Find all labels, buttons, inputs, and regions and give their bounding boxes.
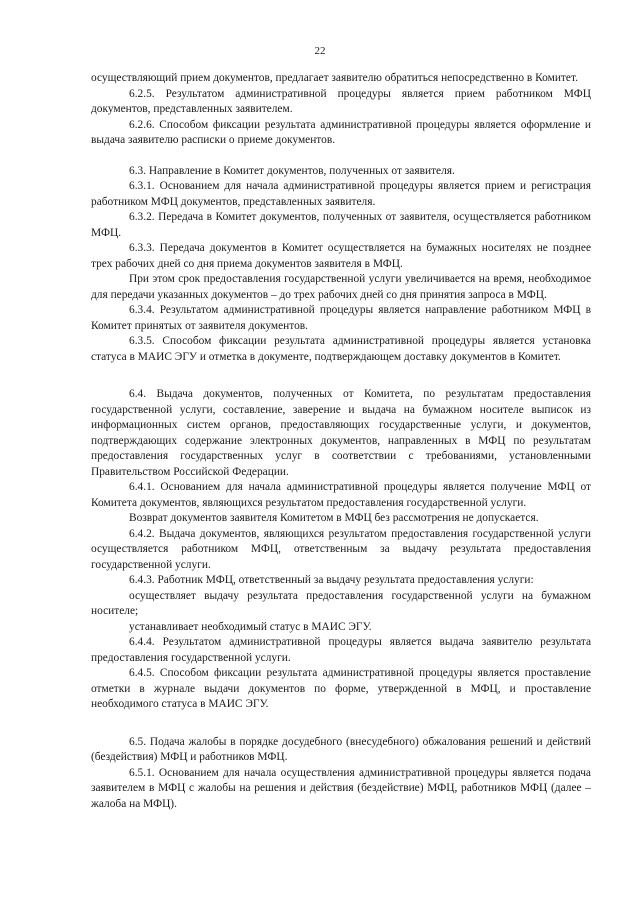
section-heading: 6.3. Направление в Комитет документов, полученных от заявителя. — [129, 164, 455, 177]
paragraph: 6.3.3. Передача документов в Комитет осуществляется на бумажных носителях не позднее трех рабочих дней со дня приема документов заявителя в МФЦ. — [91, 242, 591, 270]
paragraph: При этом срок предоставления государственной услуги увеличивается на время, необходимое для передачи указанных документов – до трех рабочих дней со дня принятия запроса в МФЦ. — [91, 273, 591, 301]
list-item: устанавливает необходимый статус в МАИС ЭГУ. — [129, 620, 372, 633]
paragraph: 6.4.4. Результатом административной процедуры является выдача заявителю результата предоставления государственной услуги. — [91, 636, 591, 664]
paragraph: 6.2.5. Результатом административной процедуры является прием работником МФЦ документов, представленных заявителем. — [91, 87, 591, 115]
paragraph: 6.4.3. Работник МФЦ, ответственный за выдачу результата предоставления услуги: — [129, 574, 534, 586]
paragraph: 6.4.2. Выдача документов, являющихся результатом предоставления государственной услуги осуществляется работником МФЦ, ответственным за выдачу результата предоставления государственной услуги. — [91, 527, 591, 571]
paragraph: 6.3.2. Передача в Комитет документов, полученных от заявителя, осуществляется работником МФЦ. — [91, 211, 591, 239]
list-item: осуществляет выдачу результата предоставления государственной услуги на бумажном носителе; — [91, 589, 591, 617]
paragraph: 6.3.4. Результатом административной процедуры является направление работником МФЦ в Комитет принятых от заявителя документов. — [91, 304, 591, 332]
page-body — [91, 71, 591, 812]
page-number: 22 — [314, 45, 326, 57]
paragraph: осуществляющий прием документов, предлагает заявителю обратиться непосредственно в Комитет. — [91, 72, 578, 84]
paragraph: 6.2.6. Способом фиксации результата административной процедуры является оформление и выдача заявителю расписки о приеме документов. — [91, 118, 591, 146]
paragraph: Возврат документов заявителя Комитетом в МФЦ без рассмотрения не допускается. — [129, 512, 539, 524]
paragraph: 6.3.5. Способом фиксации результата административной процедуры является установка статуса в МАИС ЭГУ и отметка в документе, подтверждающем доставку документов в Комитет. — [91, 335, 591, 363]
section-heading: 6.5. Подача жалобы в порядке досудебного (внесудебного) обжалования решений и действий (бездействия) МФЦ и работников МФЦ. — [91, 735, 591, 763]
section-heading: 6.4. Выдача документов, полученных от Комитета, по результатам предоставления государственной услуги, составление, заверение и выдача на бумажном носителе выписок из информационных систем органов, предоставляющих государственные услуги, и документов, подтверждающих содержание электронных документов, направленных в МФЦ по результатам предоставления государственных услуг в соответствии с требованиями, установленными Правительством Российской Федерации. — [91, 388, 591, 478]
paragraph: 6.5.1. Основанием для начала осуществления административной процедуры является подача заявителем в МФЦ с жалобы на решения и действия (бездействие) МФЦ, работников МФЦ (далее – жалоба на МФЦ). — [91, 766, 591, 810]
paragraph: 6.3.1. Основанием для начала административной процедуры является прием и регистрация работником МФЦ документов, представленных заявителя. — [91, 180, 591, 208]
paragraph: 6.4.5. Способом фиксации результата административной процедуры является проставление отметки в журнале выдачи документов по форме, утвержденной в МФЦ, и проставление необходимого статуса в МАИС ЭГУ. — [91, 667, 591, 710]
paragraph: 6.4.1. Основанием для начала административной процедуры является получение МФЦ от Комитета документов, являющихся результатом предоставления государственной услуги. — [91, 481, 591, 509]
